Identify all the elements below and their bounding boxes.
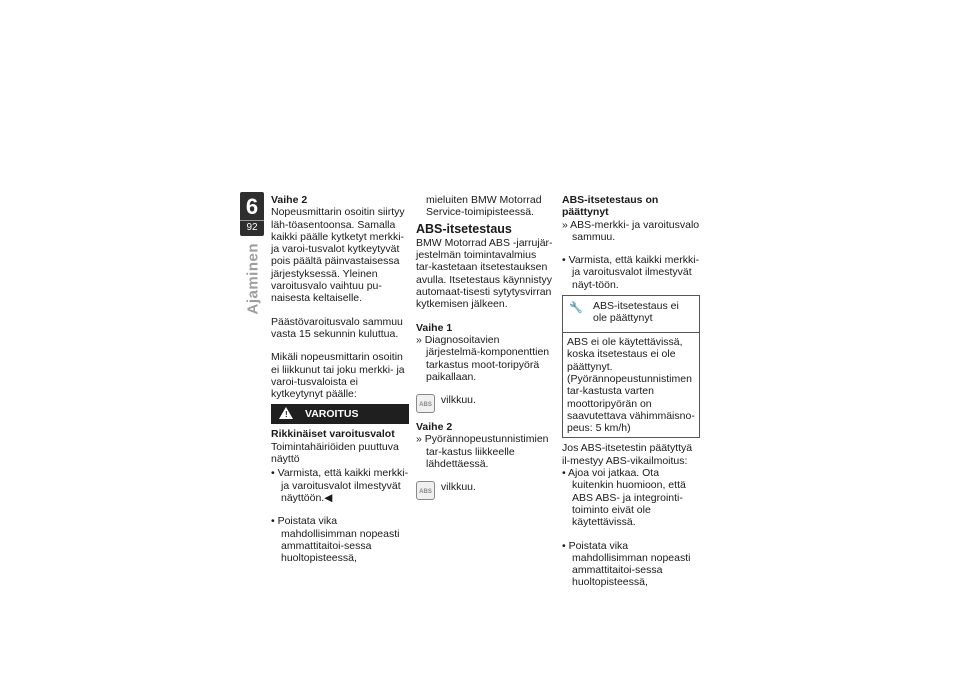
lamp-state: vilkkuu. xyxy=(440,481,476,494)
chapter-number: 6 xyxy=(245,194,259,219)
list-item: • Varmista, että kaikki merkki- ja varoitusvalot ilmestyvät näyttöön.◀ xyxy=(271,467,409,504)
paragraph: Nopeusmittarin osoitin siirtyy läh-töasentoonsa. Samalla kaikki päälle kytketyt merkki- ja varoi-tusvalot kytkeytyvät pois päältä päinvastaisessa järjestyksessä. Yleinen varoitusvalo vaihtuu pu-naisesta keltaiselle. xyxy=(271,206,405,305)
heading-vaihe-2: Vaihe 2 xyxy=(271,194,308,206)
list-item: • Poistata vika mahdollisimman nopeasti ammattitaitoi-sessa huoltopisteessä, xyxy=(271,515,400,565)
list-item: • Varmista, että kaikki merkki- ja varoitusvalot ilmestyvät näyt-töön. xyxy=(562,254,700,291)
list-item: • Ajoa voi jatkaa. Ota kuitenkin huomioon, että ABS ABS- ja integrointi-toiminto eivät ole käytettävissä. xyxy=(562,467,686,529)
abs-warning-lamp-icon: ABS xyxy=(416,481,435,500)
info-box-body: ABS ei ole käytettävissä, koska itsetestaus ei ole päättynyt. (Pyörännopeustunnistimen tar-kastusta varten moottoripyörän on saavutettava vähimmäisno-peus: 5 km/h) xyxy=(567,336,695,435)
info-box-title: ABS-itsetestaus ei ole päättynyt xyxy=(593,300,679,325)
lamp-row xyxy=(416,481,554,500)
info-box-header xyxy=(563,296,699,333)
continued-text: mieluiten BMW Motorrad Service-toimipisteessä. xyxy=(426,194,542,219)
list-item: » Diagnosoitavien järjestelmä-komponenttien tarkastus moot-toripyörä paikallaan. xyxy=(416,333,550,383)
heading-vaihe-2b: Vaihe 2 xyxy=(416,421,453,434)
paragraph: Jos ABS-itsetestin päätyttyä il-mestyy ABS-vikailmoitus: xyxy=(562,442,693,467)
list-item: » ABS-merkki- ja varoitusvalo sammuu. xyxy=(562,218,700,243)
heading-abs-finished: ABS-itsetestaus on päättynyt xyxy=(562,194,659,219)
heading-vaihe-1: Vaihe 1 xyxy=(416,321,453,334)
chapter-side-label: Ajaminen xyxy=(244,242,262,315)
info-box xyxy=(562,295,700,438)
lamp-state: vilkkuu. xyxy=(440,394,476,407)
paragraph: Päästövaroitusvalo sammuu vasta 15 sekunnin kuluttua. xyxy=(271,315,403,340)
column-3 xyxy=(562,194,700,600)
wrench-icon: 🔧 xyxy=(569,302,583,315)
paragraph: Mikäli nopeusmittarin osoitin ei liikkunut tai joku merkki- ja varoi-tusvaloista ei kytkeytynyt päälle: xyxy=(271,351,405,401)
chapter-tab xyxy=(240,192,264,236)
warning-text: Toimintahäiriöiden puuttuva näyttö xyxy=(271,440,399,466)
warning-banner: ! VAROITUS xyxy=(271,404,409,424)
paragraph: BMW Motorrad ABS -jarrujär-jestelmän toimintavalmius tar-kastetaan itsetestauksen avulla. Itsetestaus käynnistyy automaat-tisesti sytytysvirran kytkemisen jälkeen. xyxy=(416,236,553,311)
abs-warning-lamp-icon: ABS xyxy=(416,394,435,413)
column-2 xyxy=(416,194,554,508)
list-item: • Poistata vika mahdollisimman nopeasti ammattitaitoi-sessa huoltopisteessä, xyxy=(562,539,691,589)
list-item: » Pyörännopeustunnistimien tar-kastus liikkeelle lähdettäessä. xyxy=(416,433,549,471)
warning-label: VAROITUS xyxy=(305,408,359,421)
page-number: 92 xyxy=(240,220,264,235)
lamp-row xyxy=(416,394,554,413)
heading-abs-itsetestaus: ABS-itsetestaus xyxy=(416,221,512,236)
column-1 xyxy=(271,194,409,575)
warning-heading: Rikkinäiset varoitusvalot xyxy=(271,428,395,441)
